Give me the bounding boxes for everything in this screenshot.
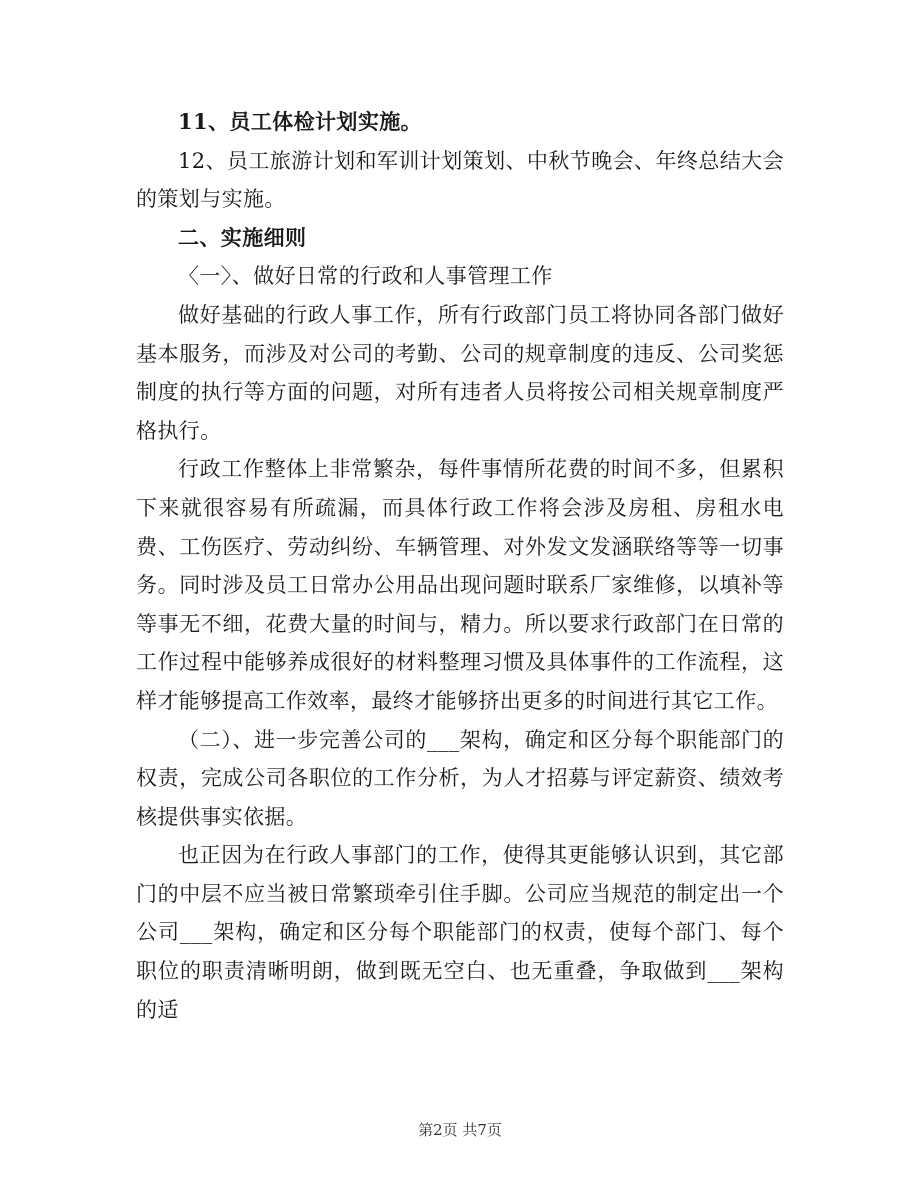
section-heading-implementation-details: 二、实施细则 xyxy=(178,224,307,250)
page-number-footer: 第2页 共7页 xyxy=(418,1121,502,1139)
paragraph-org-structure: 也正因为在行政人事部门的工作，使得其更能够认识到，其它部门的中层不应当被日常繁琐牵引住手脚。公司应当规范的制定出一个公司___架构，确定和区分每个职能部门的权责，使每个部门、每个职位的职责清晰明朗，做到既无空白、也无重叠，争取做到___架构的适 xyxy=(136,843,784,1022)
document-body xyxy=(136,103,784,1029)
paragraph-item-12: 12、员工旅游计划和军训计划策划、中秋节晚会、年终总结大会的策划与实施。 xyxy=(136,148,784,212)
paragraph-admin-workload: 行政工作整体上非常繁杂，每件事情所花费的时间不多，但累积下来就很容易有所疏漏，而具体行政工作将会涉及房租、房租水电费、工伤医疗、劳动纠纷、车辆管理、对外发文发涵联络等等一切事务。同时涉及员工日常办公用品出现问题时联系厂家维修，以填补等等事无不细，花费大量的时间与，精力。所以要求行政部门在日常的工作过程中能够养成很好的材料整理习惯及具体事件的工作流程，这样才能够提高工作效率，最终才能够挤出更多的时间进行其它工作。 xyxy=(136,457,784,713)
subsection-heading-1: 〈一〉、做好日常的行政和人事管理工作 xyxy=(178,264,553,289)
paragraph-basic-admin-work: 做好基础的行政人事工作，所有行政部门员工将协同各部门做好基本服务，而涉及对公司的考勤、公司的规章制度的违反、公司奖惩制度的执行等方面的问题，对所有违者人员将按公司相关规章制度严格执行。 xyxy=(136,302,784,443)
subsection-heading-2: （二）、进一步完善公司的___架构，确定和区分每个职能部门的权责，完成公司各职位的工作分析，为人才招募与评定薪资、绩效考核提供事实依据。 xyxy=(136,727,784,829)
paragraph-item-11: 11、员工体检计划实施。 xyxy=(178,109,423,134)
